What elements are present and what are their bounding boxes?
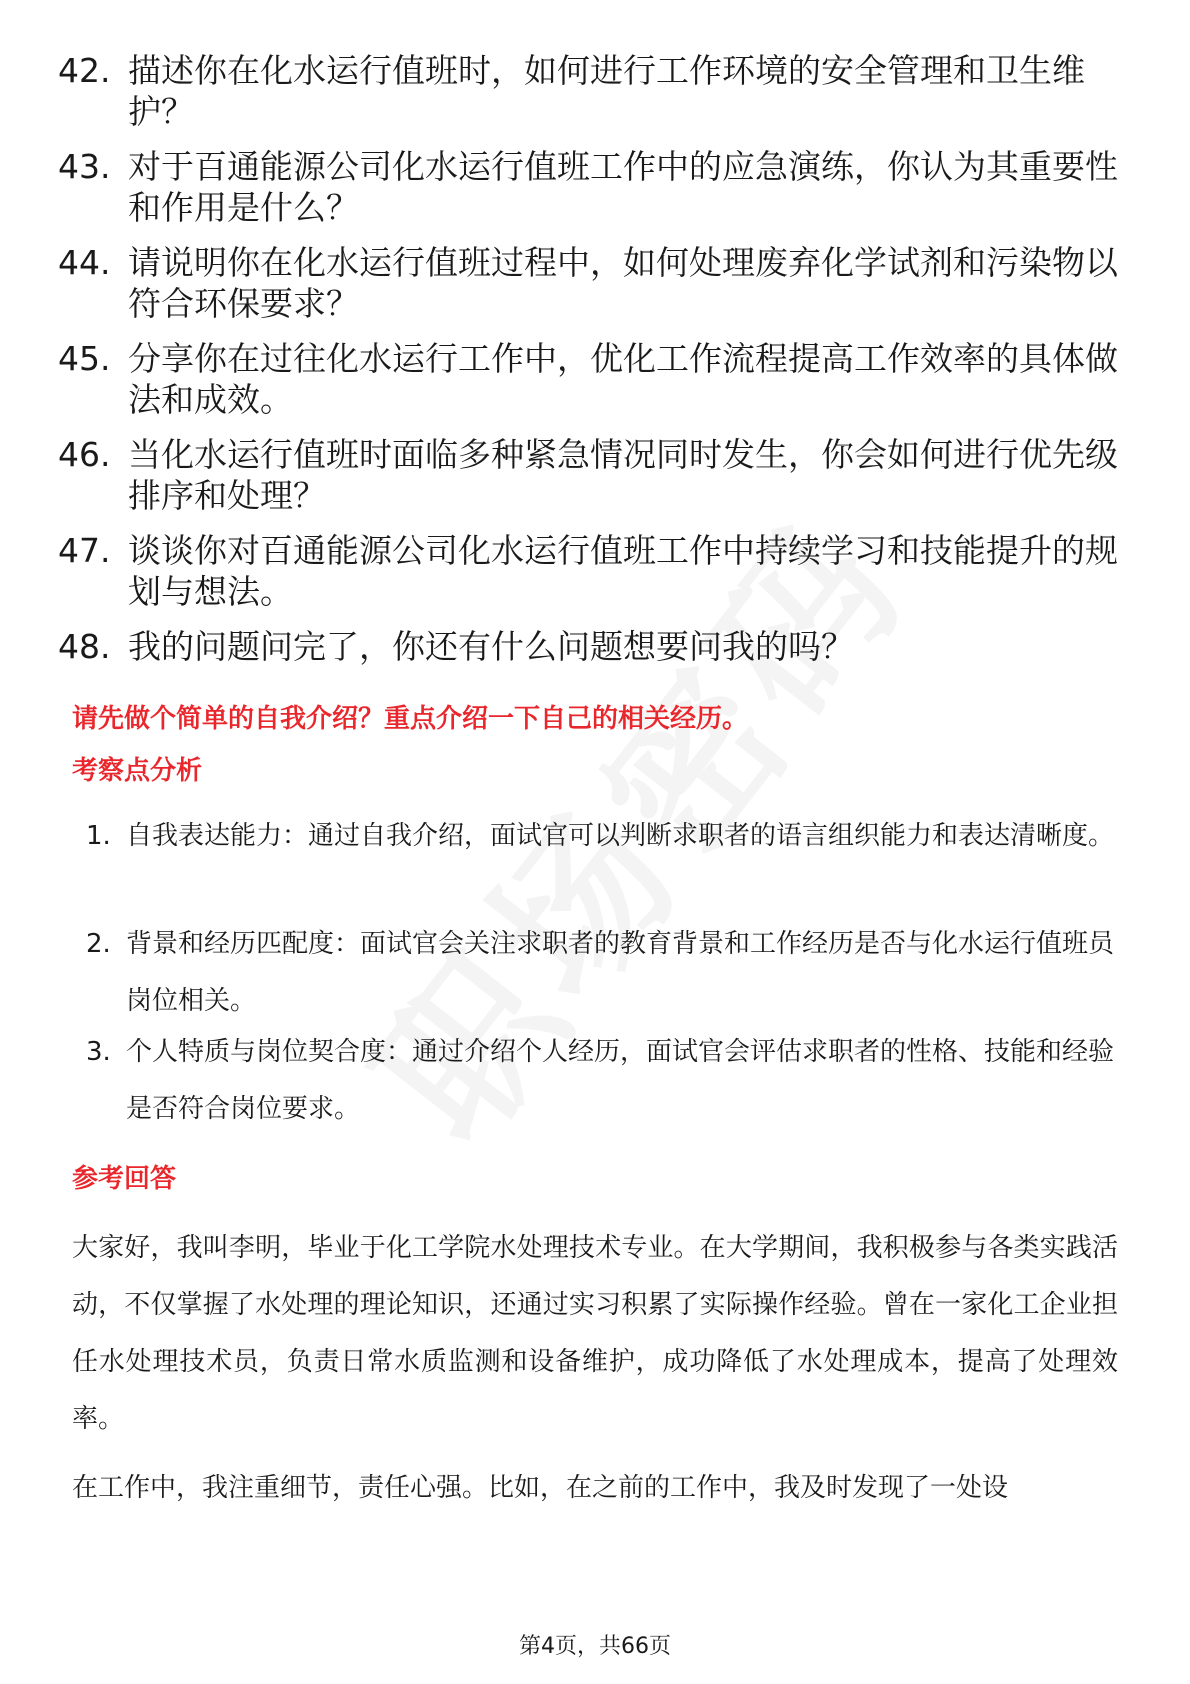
question-text: 对于百通能源公司化水运行值班工作中的应急演练，你认为其重要性和作用是什么？ [128, 147, 1118, 227]
answer-paragraph: 大家好，我叫李明，毕业于化工学院水处理技术专业。在大学期间，我积极参与各类实践活动，不仅掌握了水处理的理论知识，还通过实习积累了实际操作经验。曾在一家化工企业担任水处理技术员，负责日常水质监测和设备维护，成功降低了水处理成本，提高了处理效率。 [72, 1233, 1118, 1434]
analysis-item [86, 916, 1116, 1030]
analysis-heading: 考察点分析 [72, 756, 203, 786]
analysis-number: 2. [86, 929, 111, 959]
analysis-number: 3. [86, 1037, 111, 1067]
question-item [58, 338, 1118, 420]
question-item [58, 530, 1118, 612]
analysis-number: 1. [86, 821, 111, 851]
question-number: 48. [58, 627, 111, 666]
question-text: 分享你在过往化水运行工作中，优化工作流程提高工作效率的具体做法和成效。 [128, 339, 1118, 419]
interview-question-heading: 请先做个简单的自我介绍？重点介绍一下自己的相关经历。 [72, 704, 749, 734]
question-number: 43. [58, 147, 111, 186]
analysis-text: 个人特质与岗位契合度：通过介绍个人经历，面试官会评估求职者的性格、技能和经验是否符合岗位要求。 [126, 1037, 1115, 1124]
analysis-item [86, 808, 1116, 865]
question-text: 当化水运行值班时面临多种紧急情况同时发生，你会如何进行优先级排序和处理？ [128, 435, 1118, 515]
question-text: 我的问题问完了，你还有什么问题想要问我的吗？ [128, 627, 854, 666]
question-text: 描述你在化水运行值班时，如何进行工作环境的安全管理和卫生维护？ [128, 51, 1085, 131]
analysis-text: 背景和经历匹配度：面试官会关注求职者的教育背景和工作经历是否与化水运行值班员岗位相关。 [126, 929, 1115, 1016]
question-number: 45. [58, 339, 111, 378]
answer-heading: 参考回答 [72, 1164, 177, 1194]
page-footer: 第4页，共66页 [519, 1634, 671, 1659]
analysis-item [86, 1024, 1116, 1138]
question-item [58, 146, 1118, 228]
question-text: 请说明你在化水运行值班过程中，如何处理废弃化学试剂和污染物以符合环保要求？ [128, 243, 1118, 323]
question-number: 46. [58, 435, 111, 474]
question-item [58, 626, 1118, 667]
question-item [58, 242, 1118, 324]
question-number: 47. [58, 531, 111, 570]
question-item [58, 50, 1118, 132]
question-number: 42. [58, 51, 111, 90]
analysis-text: 自我表达能力：通过自我介绍，面试官可以判断求职者的语言组织能力和表达清晰度。 [126, 821, 1115, 851]
question-number: 44. [58, 243, 111, 282]
answer-paragraph: 在工作中，我注重细节，责任心强。比如，在之前的工作中，我及时发现了一处设 [72, 1473, 1009, 1503]
question-item [58, 434, 1118, 516]
question-text: 谈谈你对百通能源公司化水运行值班工作中持续学习和技能提升的规划与想法。 [128, 531, 1118, 611]
